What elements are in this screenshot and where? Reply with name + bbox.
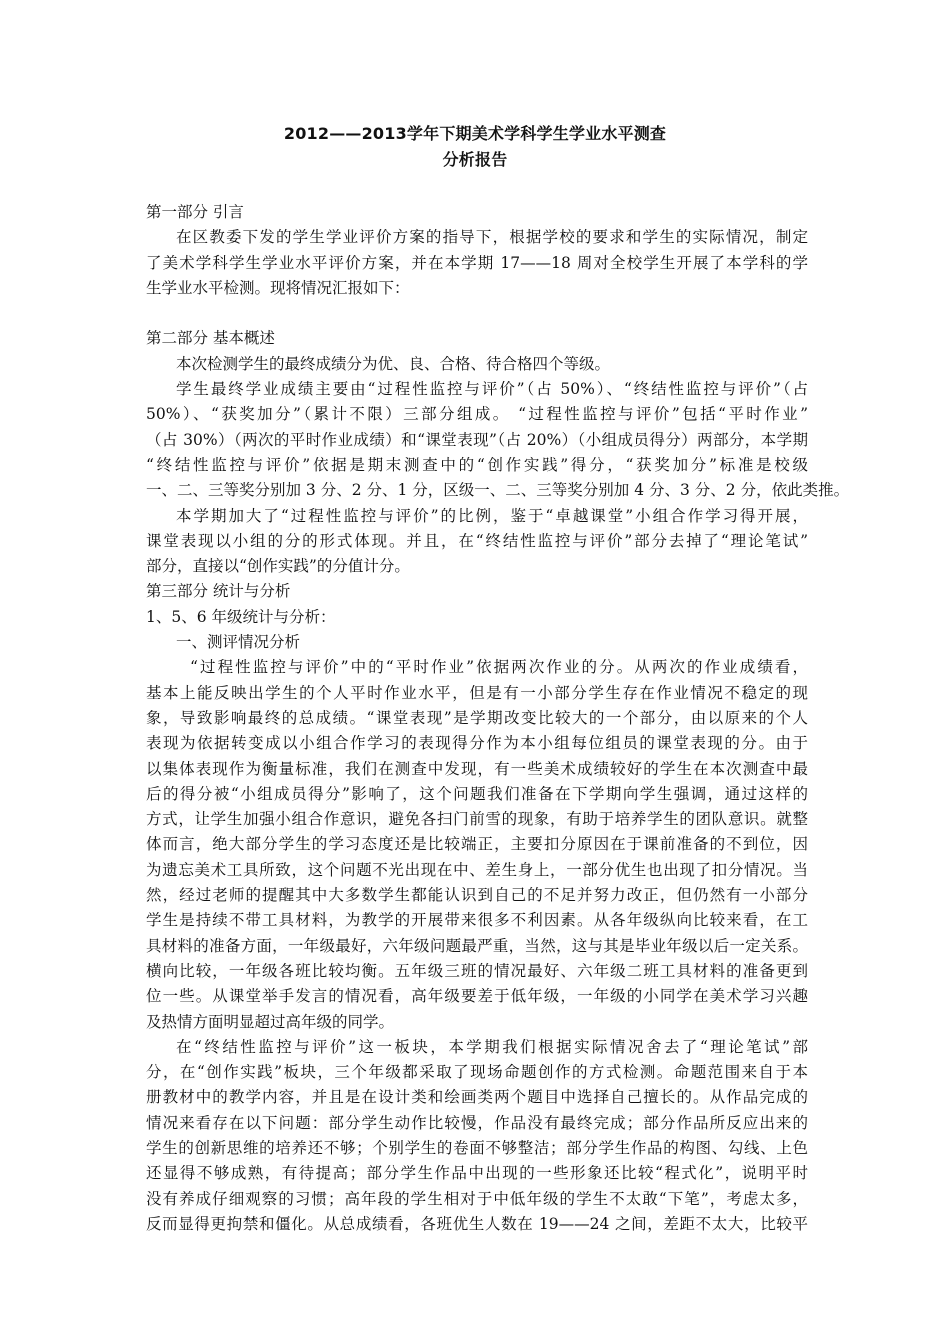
text-line: 以集体表现作为衡量标准，我们在测查中发现，有一些美术成绩较好的学生在本次测查中最 xyxy=(146,759,808,778)
text-line: 第二部分 基本概述 xyxy=(146,329,275,348)
text-line: 象，导致影响最终的总成绩。“课堂表现”是学期改变比较大的一个部分，由以原来的个人 xyxy=(146,708,808,727)
text-line: 在区教委下发的学生学业评价方案的指导下，根据学校的要求和学生的实际情况，制定 xyxy=(176,228,808,247)
text-line: 及热情方面明显超过高年级的同学。 xyxy=(146,1012,395,1031)
text-line: 1、5、6 年级统计与分析： xyxy=(146,607,336,626)
text-line: 具材料的准备方面，一年级最好，六年级问题最严重，当然，这与其是毕业年级以后一定关系。 xyxy=(146,936,808,955)
text-line: 部分，直接以“创作实践”的分值计分。 xyxy=(146,557,410,576)
text-line: 体而言，绝大部分学生的学习态度还是比较端正，主要扣分原因在于课前准备的不到位，因 xyxy=(146,835,808,854)
text-line: 一、二、三等奖分别加 3 分、2 分、1 分，区级一、二、三等奖分别加 4 分、3 分、2 分，依此类推。 xyxy=(146,481,850,500)
text-line: 情况来看存在以下问题：部分学生动作比较慢，作品没有最终完成；部分作品所反应出来的 xyxy=(146,1113,808,1132)
text-line: 位一些。从课堂举手发言的情况看，高年级要差于低年级，一年级的小同学在美术学习兴趣 xyxy=(146,987,808,1006)
text-line: 学生是持续不带工具材料，为教学的开展带来很多不利因素。从各年级纵向比较来看，在工 xyxy=(146,911,808,930)
text-line: 学生最终学业成绩主要由“过程性监控与评价”（占 50%）、“终结性监控与评价”（占 xyxy=(176,380,808,399)
text-line: 学生的创新思维的培养还不够；个别学生的卷面不够整洁；部分学生作品的构图、勾线、上色 xyxy=(146,1138,808,1157)
text-line: 第一部分 引言 xyxy=(146,203,244,221)
text-line: 一、测评情况分析 xyxy=(176,633,301,652)
document-subtitle: 分析报告 xyxy=(442,150,508,169)
text-line: 为遗忘美术工具所致，这个问题不光出现在中、差生身上，一部分优生也出现了扣分情况。当 xyxy=(146,860,808,879)
text-line: 生学业水平检测。现将情况汇报如下： xyxy=(146,278,410,297)
text-line: （占 30%）（两次的平时作业成绩）和“课堂表现”（占 20%）（小组成员得分）两部分，本学期 xyxy=(146,430,808,449)
text-line: 了美术学科学生学业水平评价方案，并在本学期 17——18 周对全校学生开展了本学科的学 xyxy=(146,253,808,272)
text-line: 本次检测学生的最终成绩分为优、良、合格、待合格四个等级。 xyxy=(176,354,611,373)
text-line: 课堂表现以小组的分的形式体现。并且，在“终结性监控与评价”部分去掉了“理论笔试” xyxy=(146,531,808,550)
text-line: 反而显得更拘禁和僵化。从总成绩看，各班优生人数在 19——24 之间，差距不太大，比较平 xyxy=(146,1214,808,1233)
text-line: 基本上能反映出学生的个人平时作业水平，但是有一小部分学生存在作业情况不稳定的现 xyxy=(146,683,808,702)
blank-line xyxy=(146,301,808,326)
text-line: 第三部分 统计与分析 xyxy=(146,582,291,601)
text-line: 然，经过老师的提醒其中大多数学生都能认识到自己的不足并努力改正，但仍然有一小部分 xyxy=(146,886,808,905)
text-line: 本学期加大了“过程性监控与评价”的比例，鉴于“卓越课堂”小组合作学习得开展， xyxy=(176,506,808,525)
document-title: 2012——2013学年下期美术学科学生学业水平测查 xyxy=(283,124,667,143)
text-line: 50%）、“获奖加分”（累计不限）三部分组成。 “过程性监控与评价”包括“平时作业” xyxy=(146,405,808,424)
text-line: 横向比较，一年级各班比较均衡。五年级三班的情况最好、六年级二班工具材料的准备更到 xyxy=(146,961,808,980)
text-line: 没有养成仔细观察的习惯；高年段的学生相对于中低年级的学生不太敢“下笔”，考虑太多， xyxy=(146,1189,808,1208)
text-line: 册教材中的教学内容，并且是在设计类和绘画类两个题目中选择自己擅长的。从作品完成的 xyxy=(146,1088,808,1107)
text-line: 方式，让学生加强小组合作意识，避免各扫门前雪的现象，有助于培养学生的团队意识。就整 xyxy=(146,810,808,829)
document-body xyxy=(146,200,850,1237)
text-line: 表现为依据转变成以小组合作学习的表现得分作为本小组每位组员的课堂表现的分。由于 xyxy=(146,734,808,753)
text-line: “终结性监控与评价”依据是期末测查中的“创作实践”得分，“获奖加分”标准是校级 xyxy=(146,455,808,474)
text-line: 后的得分被“小组成员得分”影响了，这个问题我们准备在下学期向学生强调，通过这样的 xyxy=(146,784,808,803)
text-line: “过程性监控与评价”中的“平时作业”依据两次作业的分。从两次的作业成绩看， xyxy=(190,658,808,677)
text-line: 分，在“创作实践”板块，三个年级都采取了现场命题创作的方式检测。命题范围来自于本 xyxy=(146,1063,808,1082)
text-line: 还显得不够成熟，有待提高；部分学生作品中出现的一些形象还比较“程式化”，说明平时 xyxy=(146,1164,808,1183)
text-line: 在“终结性监控与评价”这一板块，本学期我们根据实际情况舍去了“理论笔试”部 xyxy=(176,1037,808,1056)
